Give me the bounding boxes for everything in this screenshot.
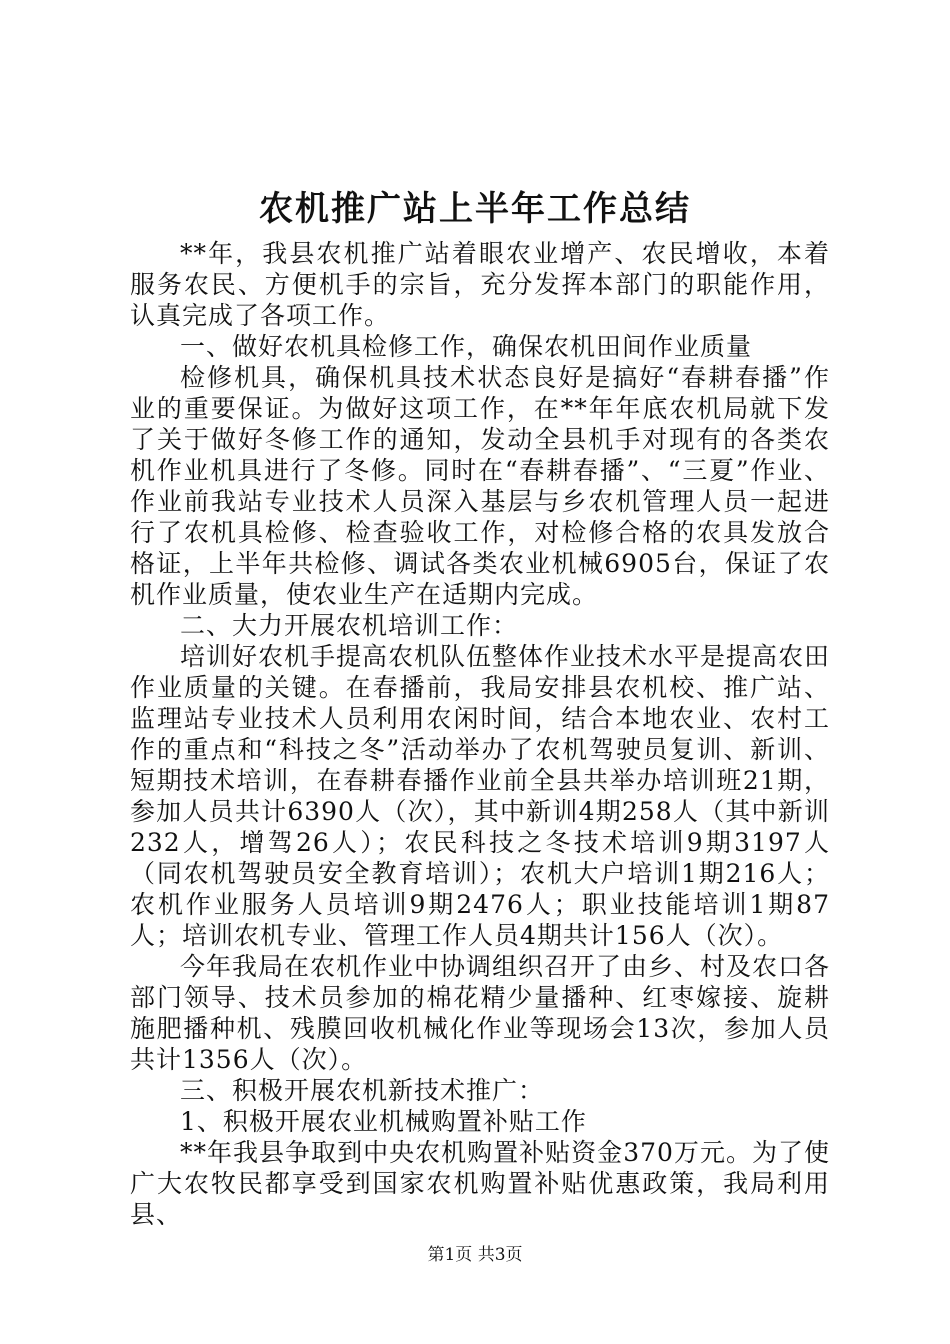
section-heading-2: 二、大力开展农机培训工作：: [180, 611, 519, 640]
document-body: [130, 238, 830, 1230]
page-footer: 第1页 共3页: [427, 1245, 523, 1265]
paragraph-training: 培训好农机手提高农机队伍整体作业技术水平是提高农田作业质量的关键。在春播前，我局安排县农机校、推广站、监理站专业技术人员利用农闲时间，结合本地农业、农村工作的重点和“科技之冬”活动举办了农机驾驶员复训、新训、短期技术培训，在春耕春播作业前全县共举办培训班21期，参加人员共计6390人（次），其中新训4期258人（其中新训232人，增驾26人）；农民科技之冬技术培训9期3197人（同农机驾驶员安全教育培训）；农机大户培训1期216人；农机作业服务人员培训9期2476人；职业技能培训1期87人；培训农机专业、管理工作人员4期共计156人（次）。: [130, 642, 831, 950]
paragraph-intro: **年，我县农机推广站着眼农业增产、农民增收，本着服务农民、方便机手的宗旨，充分发挥本部门的职能作用，认真完成了各项工作。: [130, 239, 830, 330]
paragraph-maintenance: 检修机具，确保机具技术状态良好是搞好“春耕春播”作业的重要保证。为做好这项工作，在**年年底农机局就下发了关于做好冬修工作的通知，发动全县机手对现有的各类农机作业机具进行了冬修。同时在“春耕春播”、“三夏”作业、作业前我站专业技术人员深入基层与乡农机管理人员一起进行了农机具检修、检查验收工作，对检修合格的农具发放合格证，上半年共检修、调试各类农业机械6905台，保证了农机作业质量，使农业生产在适期内完成。: [130, 363, 830, 609]
subsection-heading-1: 1、积极开展农业机械购置补贴工作: [180, 1107, 587, 1136]
paragraph-field-meetings: 今年我局在农机作业中协调组织召开了由乡、村及农口各部门领导、技术员参加的棉花精少量播种、红枣嫁接、旋耕施肥播种机、残膜回收机械化作业等现场会13次，参加人员共计1356人（次）。: [130, 952, 831, 1074]
document-title: 农机推广站上半年工作总结: [259, 189, 691, 229]
section-heading-1: 一、做好农机具检修工作，确保农机田间作业质量: [180, 332, 753, 361]
section-heading-3: 三、积极开展农机新技术推广：: [180, 1076, 545, 1105]
paragraph-subsidy: **年我县争取到中央农机购置补贴资金370万元。为了使广大农牧民都享受到国家农机购置补贴优惠政策，我局利用县、: [130, 1138, 830, 1229]
